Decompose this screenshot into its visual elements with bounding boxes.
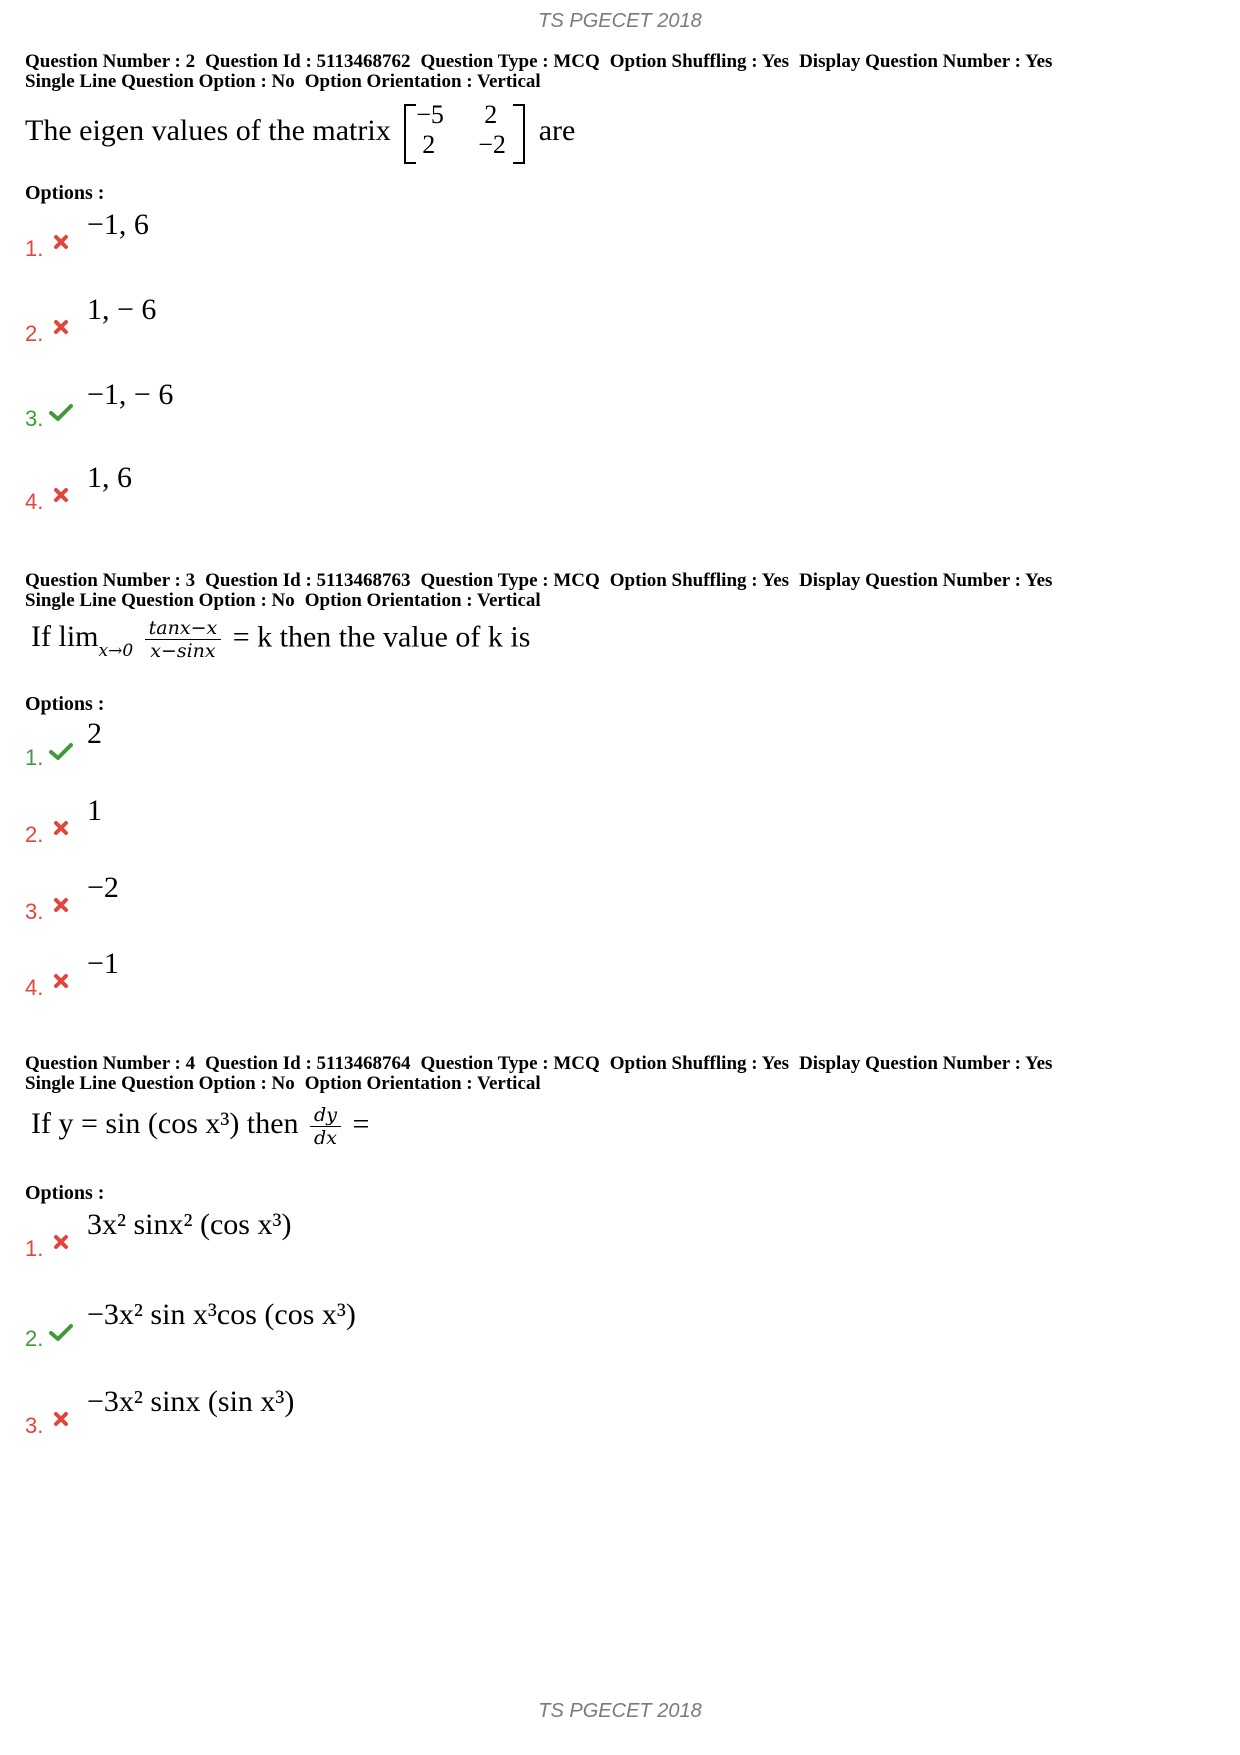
question-meta (25, 571, 1215, 611)
option-value: 2 (87, 717, 102, 750)
option-value: 1 (87, 794, 102, 827)
meta-line-2: Single Line Question Option : No Option Orientation : Vertical (25, 590, 541, 611)
option-value: −1 (87, 947, 119, 980)
option-number: 1. (25, 1236, 44, 1261)
option-value: −2 (87, 871, 119, 904)
cross-icon (53, 234, 71, 252)
option-value: −3x² sin x³cos (cos x³) (87, 1298, 356, 1331)
question-stem: If y = sin (cos x³) then $\frac{dy}{dx}$ = (31, 1104, 370, 1149)
fraction: $\frac{\tan x-x}{x-\sin x}$ (145, 617, 222, 662)
cross-icon (53, 1411, 71, 1429)
question-meta (25, 52, 1215, 92)
option-number: 4. (25, 489, 44, 514)
option-value: −1, 6 (87, 208, 149, 241)
meta-line-1: Question Number : 4 Question Id : 5113468764 Question Type : MCQ Option Shuffling : Yes Display Question Number : Yes (25, 1053, 1053, 1074)
cross-icon (53, 487, 71, 505)
question-stem: If $\lim_{x\to 0}$ $\frac{\tan x-x}{x-\sin x}$ = k then the value of k is (31, 617, 531, 662)
options-label: Options : (25, 693, 105, 715)
matrix: −5 2 2 −2 (402, 104, 527, 162)
check-icon (49, 1324, 73, 1342)
option-value: −1, − 6 (87, 378, 174, 411)
option-number: 3. (25, 406, 44, 431)
meta-line-1: Question Number : 3 Question Id : 5113468763 Question Type : MCQ Option Shuffling : Yes Display Question Number : Yes (25, 570, 1053, 591)
question-block (25, 570, 1215, 1000)
option-number: 3. (25, 1413, 44, 1438)
page-footer: TS PGECET 2018 (538, 1700, 702, 1722)
check-icon (49, 743, 73, 761)
question-block (25, 51, 1215, 514)
cross-icon (53, 1234, 71, 1252)
cross-icon (53, 820, 71, 838)
cross-icon (53, 973, 71, 991)
option-value: −3x² sinx (sin x³) (87, 1385, 295, 1418)
option-number: 3. (25, 899, 44, 924)
cross-icon (53, 319, 71, 337)
options-label: Options : (25, 1182, 105, 1204)
options-label: Options : (25, 182, 105, 204)
option-number: 1. (25, 745, 44, 770)
question-stem: The eigen values of the matrix −5 2 2 −2 are (25, 104, 1215, 164)
option-number: 1. (25, 236, 44, 261)
question-meta (25, 1054, 1215, 1094)
option-number: 2. (25, 1326, 44, 1351)
fraction: $\frac{dy}{dx}$ (310, 1104, 341, 1149)
option-value: 3x² sinx² (cos x³) (87, 1208, 292, 1241)
option-number: 4. (25, 975, 44, 1000)
page-header: TS PGECET 2018 (538, 10, 702, 32)
meta-line-2: Single Line Question Option : No Option Orientation : Vertical (25, 1073, 541, 1094)
cross-icon (53, 897, 71, 915)
meta-line-2: Single Line Question Option : No Option Orientation : Vertical (25, 71, 541, 92)
option-value: 1, − 6 (87, 293, 157, 326)
option-value: 1, 6 (87, 461, 132, 494)
option-number: 2. (25, 822, 44, 847)
option-number: 2. (25, 321, 44, 346)
meta-line-1: Question Number : 2 Question Id : 5113468762 Question Type : MCQ Option Shuffling : Yes Display Question Number : Yes (25, 51, 1053, 72)
question-block (25, 1053, 1215, 1438)
check-icon (49, 404, 73, 422)
